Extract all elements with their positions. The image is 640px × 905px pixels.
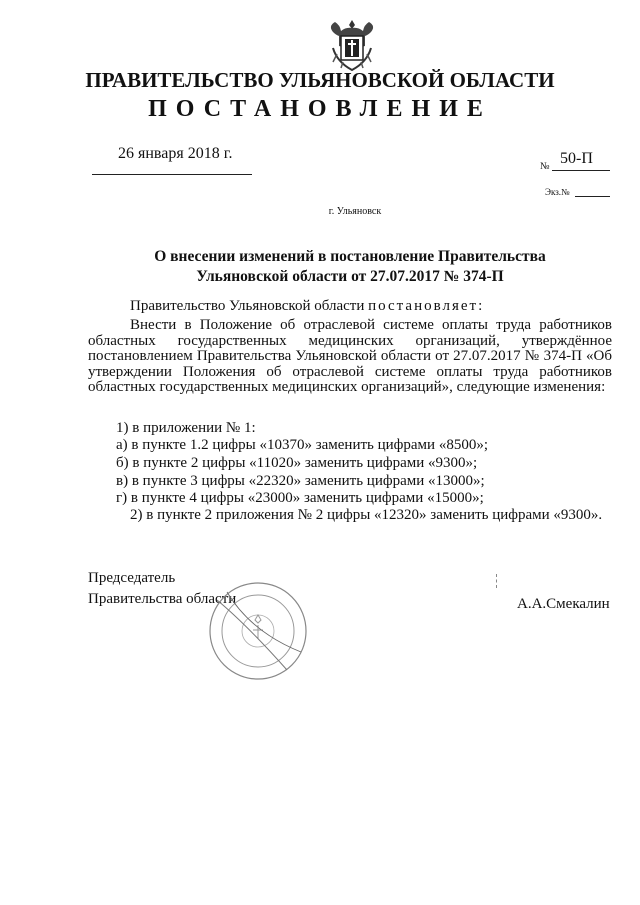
preamble-text: Правительство Ульяновской области: [130, 298, 369, 314]
document-number: 50-П: [560, 150, 593, 167]
number-underline: [552, 170, 610, 171]
list-item: 1) в приложении № 1:: [116, 420, 256, 436]
date-underline: [92, 174, 252, 175]
intro-paragraph: Внести в Положение об отраслевой системе оплаты труда работников областных государственных медицинских организаций, утверждённое постановлением Правительства Ульяновской области от 27.07.2017 № 374-П «Об утверждении Положения об отраслевой системе оплаты труда работников областных государственных медицинских организаций», следующие изменения:: [88, 317, 612, 396]
number-sign: №: [540, 161, 550, 172]
subject-line: О внесении изменений в постановление Правительства: [154, 248, 546, 265]
list-item: в) в пункте 3 цифры «22320» заменить цифрами «13000»;: [116, 473, 485, 489]
document-type-title: ПОСТАНОВЛЕНИЕ: [148, 96, 492, 122]
list-item: г) в пункте 4 цифры «23000» заменить цифрами «15000»;: [116, 490, 484, 506]
preamble: [130, 298, 484, 315]
city: г. Ульяновск: [328, 206, 382, 217]
copy-number-underline: [575, 196, 610, 197]
signer-title: Правительства области: [88, 591, 237, 607]
subject-line: Ульяновской области от 27.07.2017 № 374-П: [196, 268, 504, 285]
document-subject: [0, 247, 640, 287]
official-stamp-icon: [207, 580, 309, 682]
list-item: б) в пункте 2 цифры «11020» заменить цифрами «9300»;: [116, 455, 478, 471]
government-title: ПРАВИТЕЛЬСТВО УЛЬЯНОВСКОЙ ОБЛАСТИ: [85, 68, 555, 92]
signer-name: А.А.Смекалин: [517, 596, 610, 612]
margin-mark: [496, 574, 505, 588]
document-date: 26 января 2018 г.: [118, 145, 233, 162]
preamble-verb: постановляет:: [368, 298, 485, 314]
signer-title: Председатель: [88, 570, 176, 586]
list-item: 2) в пункте 2 приложения № 2 цифры «12320» заменить цифрами «9300».: [130, 507, 603, 523]
copy-number-label: Экз.№: [545, 187, 570, 197]
coat-of-arms-icon: [327, 18, 377, 74]
list-item: а) в пункте 1.2 цифры «10370» заменить цифрами «8500»;: [116, 437, 488, 453]
